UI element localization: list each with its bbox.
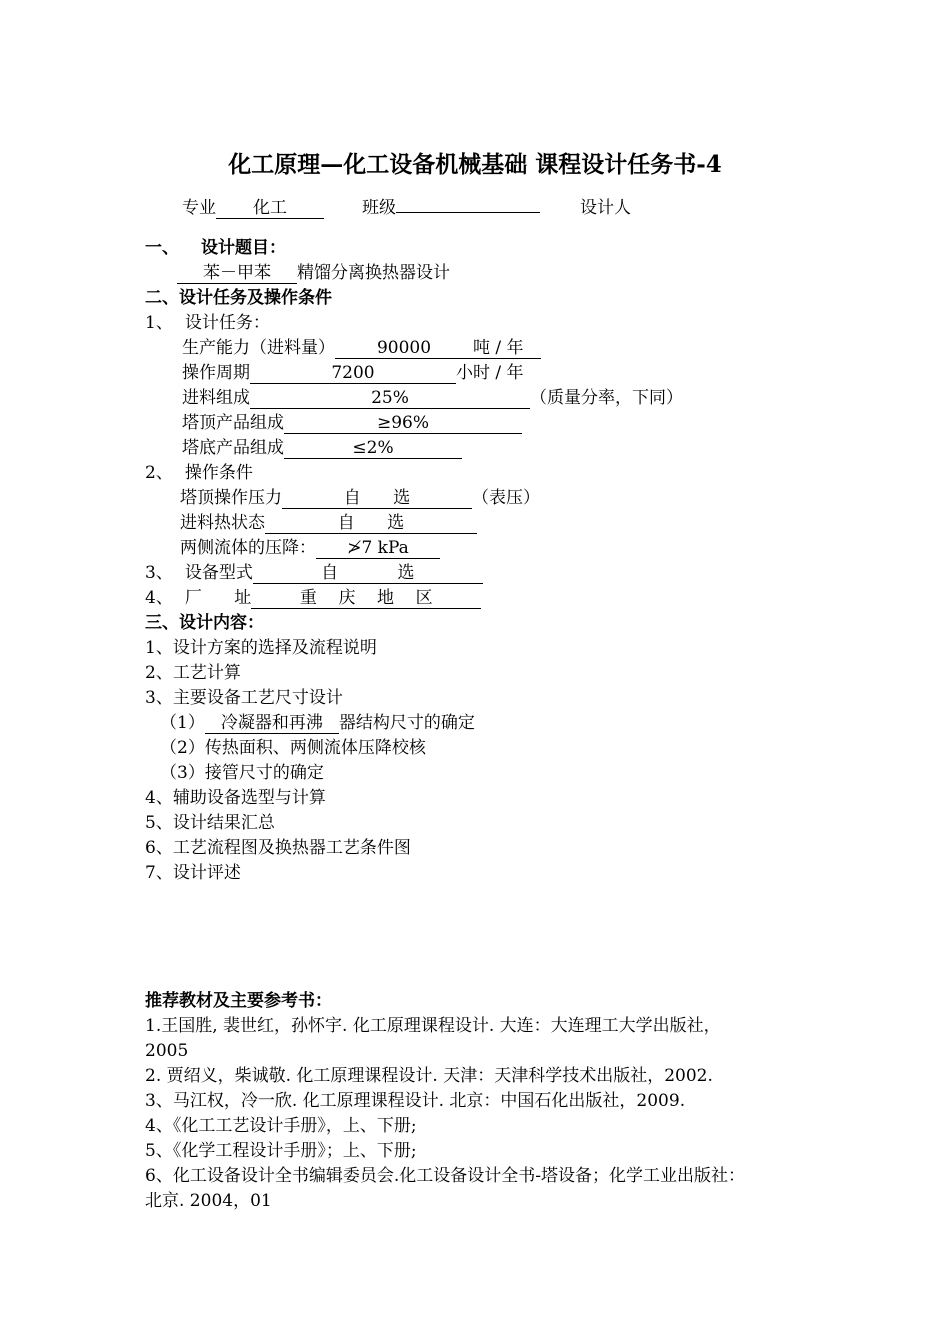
- header-line: [182, 197, 631, 219]
- feed-state-line: [180, 512, 477, 534]
- site-line: [145, 587, 481, 609]
- sub1-prefix: （1）: [160, 713, 205, 733]
- content-item: 5、设计结果汇总: [145, 813, 275, 833]
- content-subitem: （3）接管尺寸的确定: [160, 763, 324, 783]
- section1-title: 设计题目：: [201, 238, 286, 258]
- content-item: 1、设计方案的选择及流程说明: [145, 638, 377, 658]
- period-line: [182, 362, 524, 384]
- feed-note: （质量分率，下同）: [530, 388, 683, 408]
- major-label: 专业: [182, 198, 216, 218]
- site-label: 厂 址: [184, 588, 252, 608]
- cond-label: 操作条件: [184, 463, 253, 483]
- pressure-drop-line: [180, 537, 440, 559]
- top-product-line: [182, 412, 522, 434]
- class-value: [396, 212, 540, 213]
- sub1-underlined: 冷凝器和再沸: [205, 714, 339, 734]
- pressure-value: 自 选: [282, 489, 472, 509]
- reference-line: 6、化工设备设计全书编辑委员会.化工设备设计全书-塔设备；化学工业出版社：: [145, 1166, 745, 1186]
- content-subitem: [160, 712, 475, 734]
- pressure-note: （表压）: [472, 488, 540, 508]
- bottom-product-line: [182, 437, 462, 459]
- capacity-value: 90000: [335, 339, 473, 359]
- section2-heading: 二、设计任务及操作条件: [145, 288, 332, 308]
- cond-num: 2、: [145, 463, 173, 483]
- task-label: 设计任务：: [184, 313, 270, 333]
- period-value: 7200: [250, 364, 456, 384]
- capacity-label: 生产能力（进料量）: [182, 338, 335, 358]
- reference-line: 3、马江权，冷一欣. 化工原理课程设计. 北京：中国石化出版社，2009.: [145, 1091, 686, 1111]
- topic-underlined: 苯－甲苯: [177, 264, 297, 284]
- drop-label: 两侧流体的压降：: [180, 538, 316, 558]
- bottom-label: 塔底产品组成: [182, 438, 284, 458]
- period-unit: 小时 / 年: [456, 363, 524, 383]
- site-value: 重 庆 地 区: [251, 589, 481, 609]
- reference-line: 5、《化学工程设计手册》；上、下册;: [145, 1141, 417, 1161]
- sub1-rest: 器结构尺寸的确定: [338, 713, 475, 733]
- section1-heading: [145, 237, 286, 259]
- major-value: 化工: [216, 199, 324, 219]
- top-label: 塔顶产品组成: [182, 413, 284, 433]
- equipment-line: [145, 562, 483, 584]
- class-label: 班级: [362, 198, 396, 218]
- task-num: 1、: [145, 313, 173, 333]
- content-item: 6、工艺流程图及换热器工艺条件图: [145, 838, 411, 858]
- reference-line: 4、《化工工艺设计手册》，上、下册;: [145, 1116, 417, 1136]
- references-heading: 推荐教材及主要参考书：: [145, 991, 332, 1011]
- feed-label: 进料组成: [182, 388, 250, 408]
- reference-line: 2005: [145, 1041, 189, 1061]
- top-value: ≥96%: [284, 414, 522, 434]
- feed-state-label: 进料热状态: [180, 513, 265, 533]
- content-item: 2、工艺计算: [145, 663, 241, 683]
- period-label: 操作周期: [182, 363, 250, 383]
- feed-line: [182, 387, 683, 409]
- content-item: 7、设计评述: [145, 863, 241, 883]
- design-topic: [177, 262, 450, 284]
- pressure-line: [180, 487, 540, 509]
- content-item: 3、主要设备工艺尺寸设计: [145, 688, 343, 708]
- section3-heading: 三、设计内容：: [145, 613, 264, 633]
- pressure-label: 塔顶操作压力: [180, 488, 282, 508]
- equip-label: 设备型式: [184, 563, 253, 583]
- designer-label: 设计人: [580, 198, 631, 218]
- topic-rest: 精馏分离换热器设计: [297, 263, 450, 283]
- conditions-line: [145, 462, 253, 484]
- bottom-value: ≤2%: [284, 439, 462, 459]
- feed-state-value: 自 选: [265, 514, 477, 534]
- equip-num: 3、: [145, 563, 173, 583]
- equip-value: 自 选: [253, 564, 483, 584]
- section1-num: 一、: [145, 238, 179, 258]
- capacity-unit: 吨 / 年: [473, 339, 541, 359]
- drop-value: ≯7 kPa: [316, 539, 440, 559]
- document-title: 化工原理—化工设备机械基础 课程设计任务书-4: [228, 151, 722, 178]
- reference-line: 2. 贾绍义，柴诚敬. 化工原理课程设计. 天津：天津科学技术出版社，2002.: [145, 1066, 713, 1086]
- capacity-line: [182, 337, 541, 359]
- content-item: 4、辅助设备选型与计算: [145, 788, 326, 808]
- content-subitem: （2）传热面积、两侧流体压降校核: [160, 738, 426, 758]
- site-num: 4、: [145, 588, 173, 608]
- reference-line: 1.王国胜, 裴世红，孙怀宇. 化工原理课程设计. 大连：大连理工大学出版社，: [145, 1016, 721, 1036]
- task-line: [145, 312, 270, 334]
- feed-value: 25%: [250, 389, 530, 409]
- reference-line: 北京. 2004，01: [145, 1191, 272, 1211]
